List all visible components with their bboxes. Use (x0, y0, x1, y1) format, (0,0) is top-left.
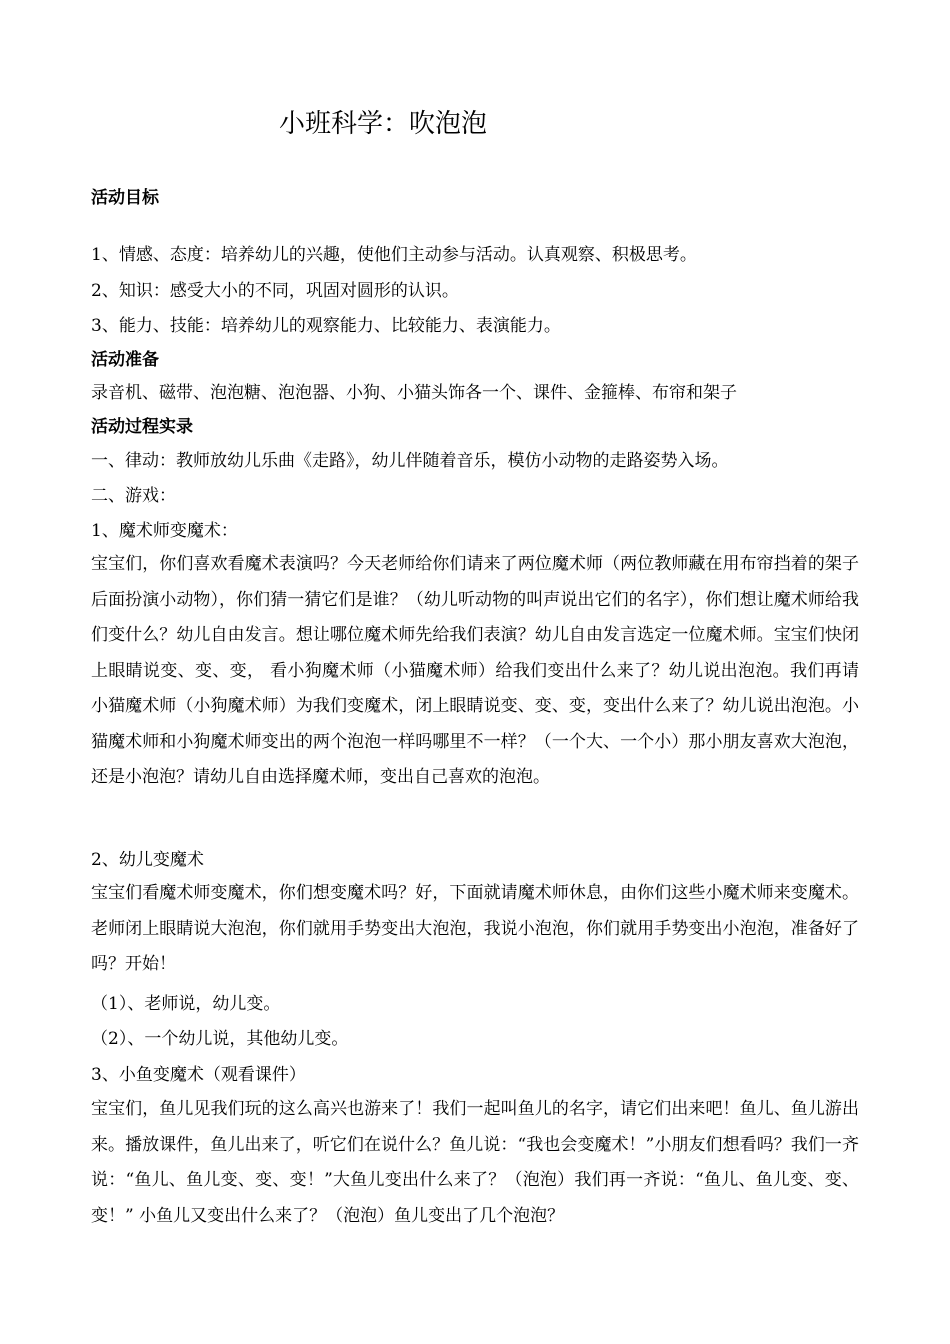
prep-heading: 活动准备 (91, 350, 159, 370)
goal-item-1: 1、情感、态度：培养幼儿的兴趣，使他们主动参与活动。认真观察、积极思考。 (91, 245, 697, 265)
page-title: 小班科学：吹泡泡 (279, 109, 488, 139)
game-2-item-1: （1）、老师说，幼儿变。 (91, 994, 281, 1014)
process-step-1: 一、律动：教师放幼儿乐曲《走路》，幼儿伴随着音乐，模仿小动物的走路姿势入场。 (91, 451, 729, 471)
goals-heading: 活动目标 (91, 188, 159, 208)
process-heading: 活动过程实录 (91, 417, 193, 437)
game-3-title: 3、小鱼变魔术（观看课件） (91, 1065, 306, 1085)
game-1-title: 1、魔术师变魔术： (91, 521, 238, 541)
goal-item-3: 3、能力、技能：培养幼儿的观察能力、比较能力、表演能力。 (91, 316, 561, 336)
game-2-text: 宝宝们看魔术师变魔术，你们想变魔术吗？好，下面就请魔术师休息，由你们这些小魔术师来变魔术。老师闭上眼睛说大泡泡，你们就用手势变出大泡泡，我说小泡泡，你们就用手势变出小泡泡，准备好了吗？开始！ (91, 883, 859, 974)
game-1-text: 宝宝们，你们喜欢看魔术表演吗？今天老师给你们请来了两位魔术师（两位教师藏在用布帘挡着的架子后面扮演小动物），你们猜一猜它们是谁？（幼儿听动物的叫声说出它们的名字），你们想让魔术师给我们变什么？幼儿自由发言。想让哪位魔术师先给我们表演？幼儿自由发言选定一位魔术师。宝宝们快闭上眼睛说变、变、变， 看小狗魔术师（小猫魔术师）给我们变出什么来了？幼儿说出泡泡。我们再请小猫魔术师（小狗魔术师）为我们变魔术，闭上眼睛说变、变、变，变出什么来了？幼儿说出泡泡。小猫魔术师和小狗魔术师变出的两个泡泡一样吗哪里不一样？（一个大、一个小）那小朋友喜欢大泡泡，还是小泡泡？请幼儿自由选择魔术师，变出自己喜欢的泡泡。 (91, 554, 859, 787)
goal-item-2: 2、知识：感受大小的不同，巩固对圆形的认识。 (91, 281, 459, 301)
prep-text: 录音机、磁带、泡泡糖、泡泡器、小狗、小猫头饰各一个、课件、金箍棒、布帘和架子 (91, 383, 737, 403)
game-3-text: 宝宝们，鱼儿见我们玩的这么高兴也游来了！我们一起叫鱼儿的名字，请它们出来吧！鱼儿、鱼儿游出来。播放课件，鱼儿出来了，听它们在说什么？鱼儿说：“我也会变魔术！”小朋友们想看吗？我们一齐说：“鱼儿、鱼儿变、变、变！”大鱼儿变出什么来了？（泡泡）我们再一齐说：“鱼儿、鱼儿变、变、变！” 小鱼儿又变出什么来了？（泡泡）鱼儿变出了几个泡泡？ (91, 1099, 859, 1226)
game-2-item-2: （2）、一个幼儿说，其他幼儿变。 (91, 1029, 349, 1049)
process-step-2: 二、游戏： (91, 486, 176, 506)
game-2-title: 2、幼儿变魔术 (91, 850, 204, 870)
